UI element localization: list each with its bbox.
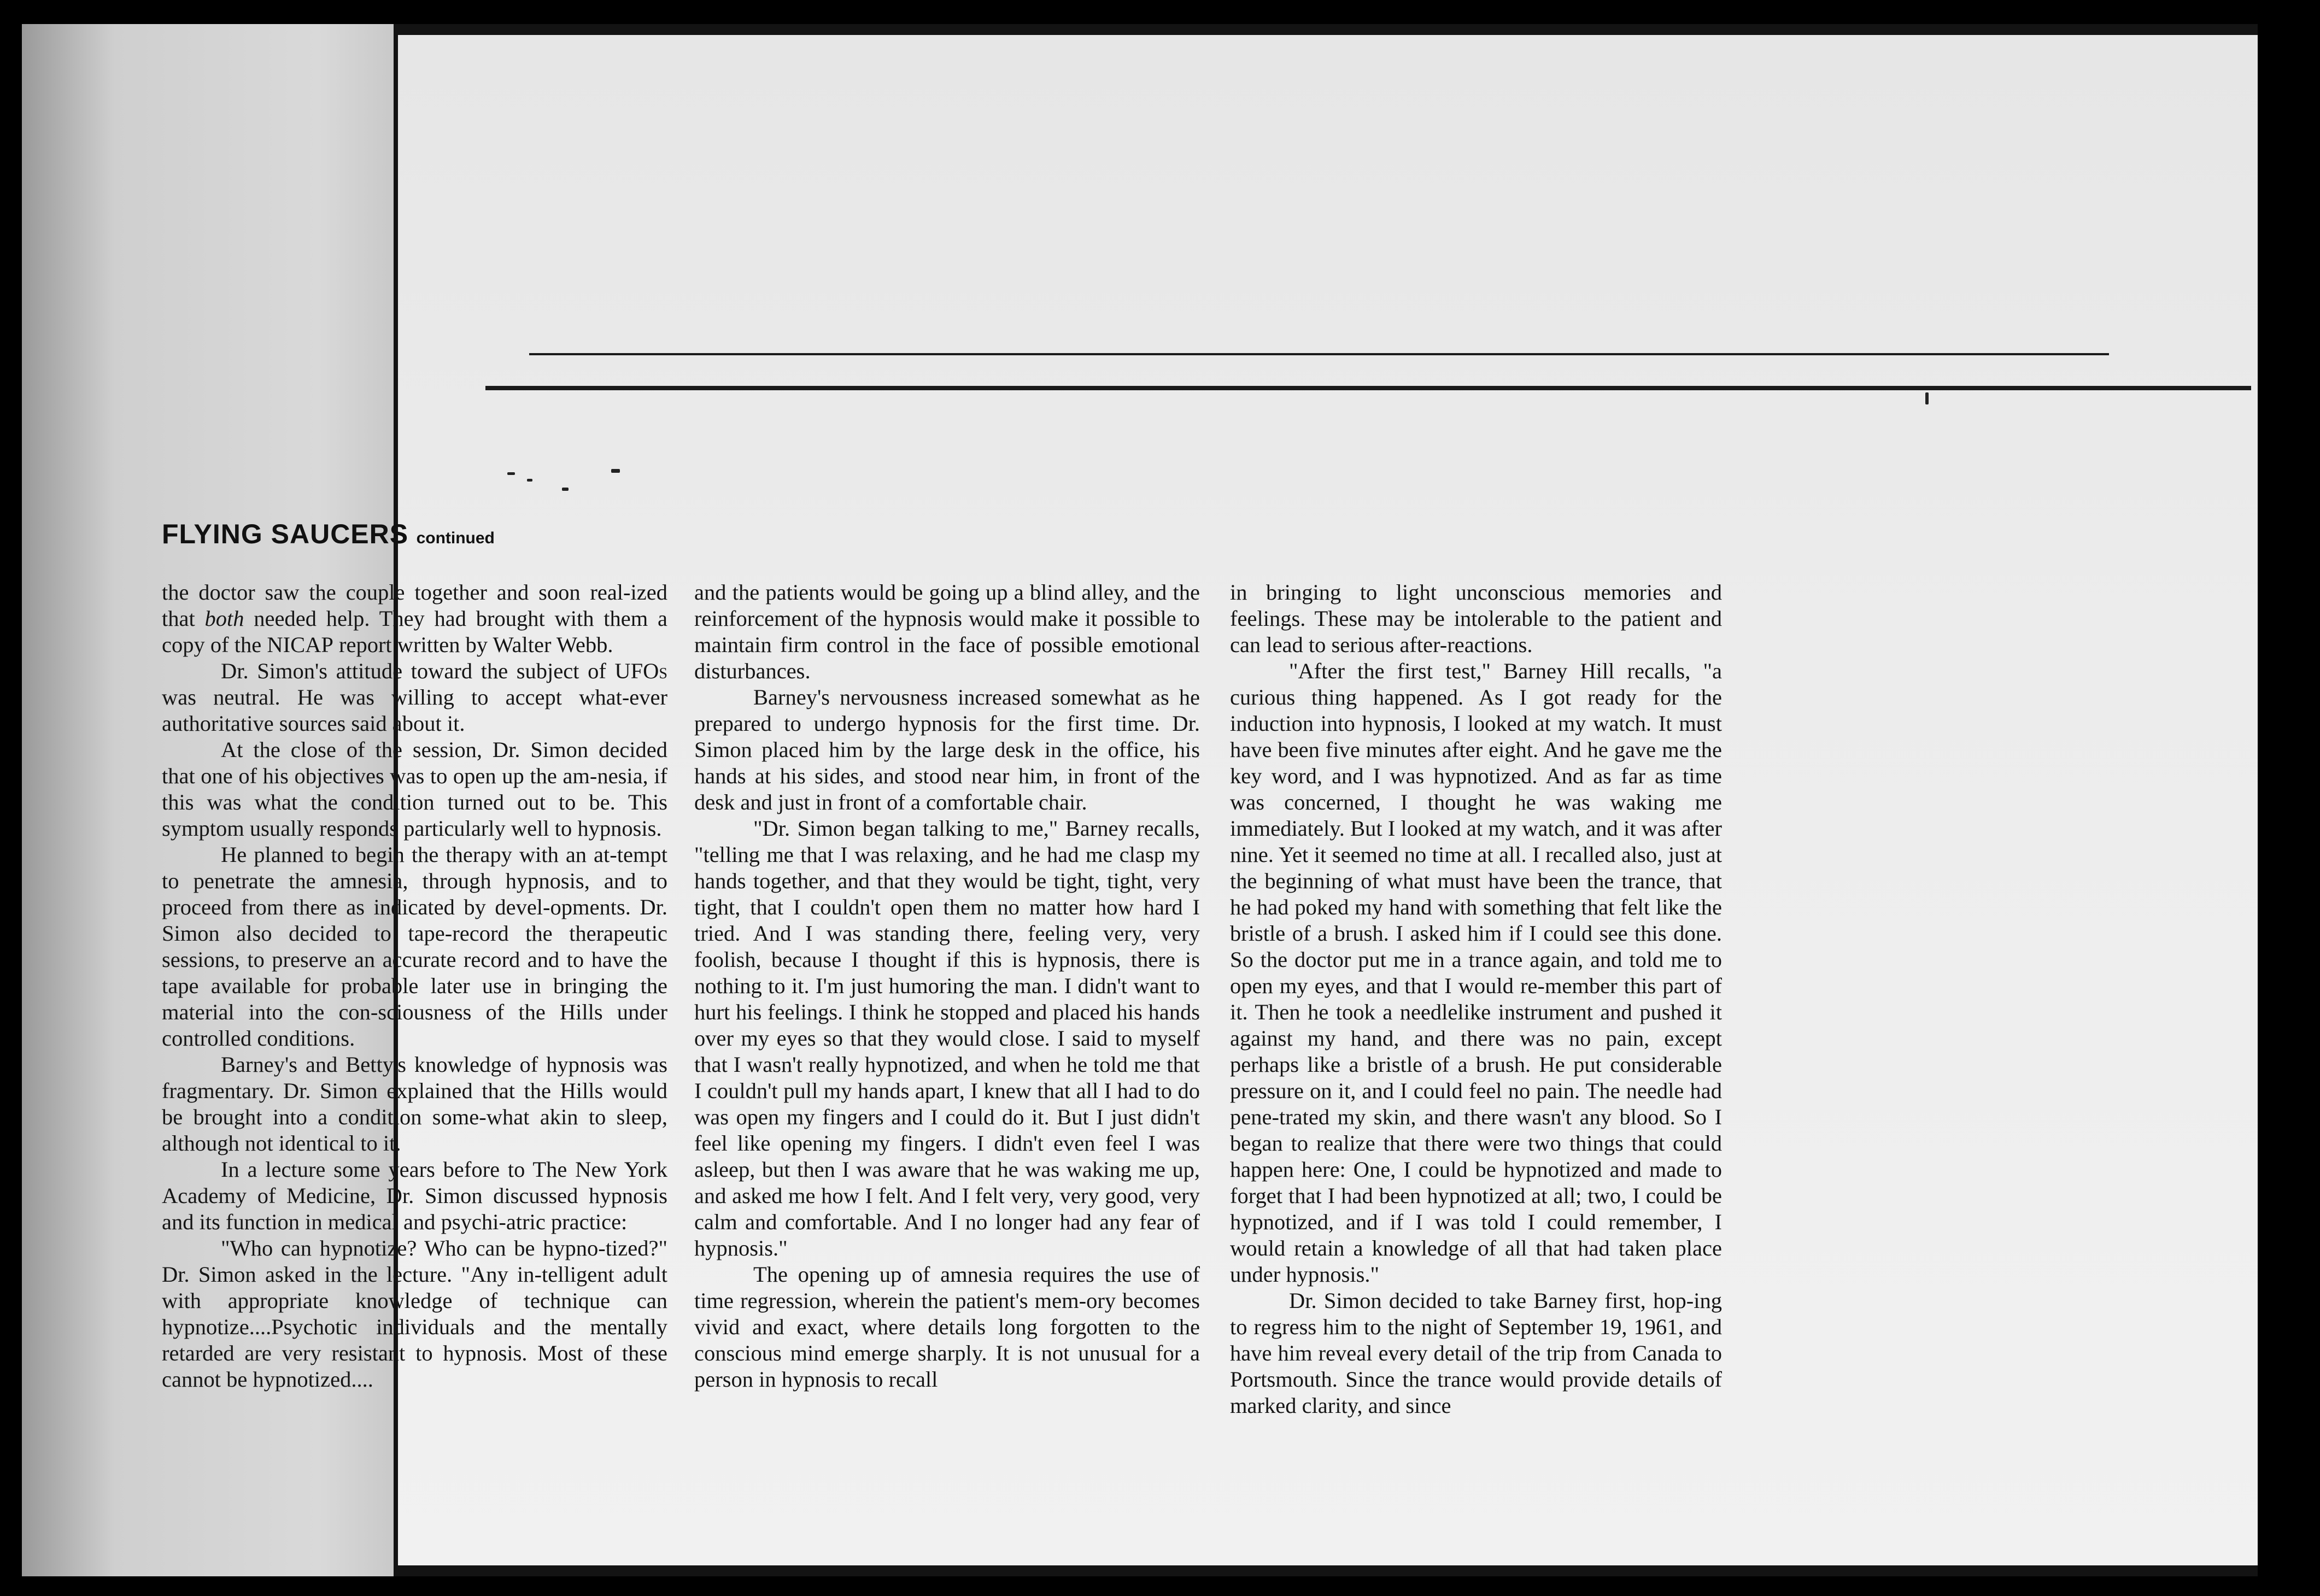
paragraph bbox=[694, 815, 1200, 1261]
top-rule-line bbox=[529, 353, 2109, 355]
text-run: Dr. Simon decided to take Barney first, hop-ing to regress him to the night of September 19, 1961, and have him reveal every detail of the trip from Canada to Portsmouth. Since the trance would provide details of marked clarity, and since bbox=[1230, 1288, 1722, 1418]
text-run: Dr. Simon's attitude toward the subject of bbox=[221, 659, 615, 683]
paragraph bbox=[1230, 658, 1722, 1288]
paragraph bbox=[162, 1052, 667, 1157]
text-run: "Dr. Simon began talking to me," Barney recalls, "telling me that I was relaxing, and he had me clasp my hands together, and that they would be tight, tight, very tight, that I couldn't open them no matter how hard I tried. And I was standing there, feeling very, very foolish, because I thought if this is hypnosis, there is nothing to it. I'm just humoring the man. I didn't want to hurt his feelings. I think he stopped and placed his hands over my eyes so that they would close. I said to myself that I wasn't really hypnotized, and when he told me that I couldn't pull my hands apart, I knew that all I had to do was open my fingers and I could do it. But I just didn't feel like opening my fingers. I didn't even feel I was asleep, but then I was aware that he was waking me up, and asked me how I felt. And I felt very, very good, very calm and comfortable. And I no longer had any fear of hypnosis." bbox=[694, 816, 1200, 1260]
speck bbox=[1925, 392, 1929, 404]
section-header bbox=[162, 518, 495, 550]
paragraph bbox=[694, 579, 1200, 684]
paragraph bbox=[694, 684, 1200, 815]
paragraph bbox=[162, 658, 667, 737]
speck bbox=[527, 479, 532, 482]
text-run: both bbox=[204, 606, 244, 631]
text-run: was neutral. He was willing to accept what-ever authoritative sources said about it. bbox=[162, 685, 667, 736]
text-run: needed help. They had brought with them a copy of the bbox=[162, 606, 668, 657]
text-column-1 bbox=[162, 579, 667, 1393]
paragraph bbox=[162, 1157, 667, 1235]
paragraph bbox=[162, 1235, 667, 1393]
paragraph bbox=[162, 737, 667, 842]
text-run: He planned to begin the therapy with an at-tempt to penetrate the amnesia, through hypnosis, and to proceed from there as indicated by devel-opments. Dr. Simon also decided to tape-record the therapeutic sessions, to preserve an accurate record and to have the tape available for probable later use in bringing the material into the con-sciousness of the Hills under controlled conditions. bbox=[162, 842, 667, 1051]
text-run: report written by Walter Webb. bbox=[333, 632, 613, 657]
speck bbox=[507, 472, 515, 475]
text-run: In a lecture some years before to The New York Academy of Medicine, Dr. Simon discussed hypnosis and its function in medical and psychi-atric practice: bbox=[162, 1157, 667, 1234]
right-film-border bbox=[2258, 0, 2320, 1596]
text-run: in bringing to light unconscious memories and feelings. These may be intolerable to the patient and can lead to serious after-reactions. bbox=[1230, 580, 1722, 657]
text-run: The opening up of amnesia requires the use of time regression, wherein the patient's mem-ory becomes vivid and exact, where details long forgotten to the conscious mind emerge sharply. It is not unusual for a person in hypnosis to recall bbox=[694, 1262, 1200, 1392]
header-rule-line bbox=[485, 386, 2251, 390]
text-run: At the close of the session, Dr. Simon decided that one of his objectives was to open up the am-nesia, if this was what the condition turned out to be. This symptom usually responds particularly well to hypnosis. bbox=[162, 737, 667, 841]
header-title: FLYING SAUCERS bbox=[162, 519, 409, 549]
text-column-3 bbox=[1230, 579, 1722, 1419]
paragraph bbox=[694, 1261, 1200, 1393]
paragraph bbox=[162, 579, 667, 658]
text-column-2 bbox=[694, 579, 1200, 1393]
text-run: NICAP bbox=[267, 632, 333, 657]
text-run: "Who can hypnotize? Who can be hypno-tized?" Dr. Simon asked in the lecture. "Any in-telligent adult with appropriate knowledge of technique can hypnotize....Psychotic individuals and the mentally retarded are very resistant to hypnosis. Most of these cannot be hypnotized.... bbox=[162, 1236, 667, 1392]
speck bbox=[562, 488, 569, 491]
speck bbox=[611, 469, 620, 473]
text-run: "After the first test," Barney Hill recalls, "a curious thing happened. As I got ready for the induction into hypnosis, I looked at my watch. It must have been five minutes after eight. And he gave me the key word, and I was hypnotized. And as far as time was concerned, I thought he was waking me immediately. But I looked at my watch, and it was after nine. Yet it seemed no time at all. I recalled also, just at the beginning of what must have been the trance, that he had poked my hand with something that felt like the bristle of a brush. I asked him if I could see this done. So the doctor put me in a trance again, and told me to open my eyes, and that I would re-member this part of it. Then he took a needlelike instrument and pushed it against my hand, and there was no pain, except perhaps like a bristle of a brush. He put considerable pressure on it, and I could feel no pain. The needle had pene-trated my skin, and there wasn't any blood. So I began to realize that there were two things that could happen here: One, I could be hypnotized and made to forget that I had been hypnotized at all; two, I could be hypnotized, and if I was told I could remember, I would retain a knowledge of all that had taken place under hypnosis." bbox=[1230, 659, 1722, 1287]
paragraph bbox=[162, 842, 667, 1052]
header-continued: continued bbox=[416, 529, 495, 547]
text-run: Barney's nervousness increased somewhat as he prepared to undergo hypnosis for the first time. Dr. Simon placed him by the large desk in the office, his hands at his sides, and stood near him, in front of the desk and just in front of a comfortable chair. bbox=[694, 685, 1200, 814]
paragraph bbox=[1230, 1288, 1722, 1419]
text-run: UFOs bbox=[614, 659, 667, 683]
text-run: and the patients would be going up a blind alley, and the reinforcement of the hypnosis would make it possible to maintain firm control in the face of possible emotional disturbances. bbox=[694, 580, 1200, 683]
text-run: Barney's and Betty's knowledge of hypnosis was fragmentary. Dr. Simon explained that the Hills would be brought into a condition some-what akin to sleep, although not identical to it. bbox=[162, 1052, 667, 1155]
paragraph bbox=[1230, 579, 1722, 658]
text-run: the doctor saw the couple together and soon real-ized that bbox=[162, 580, 667, 631]
